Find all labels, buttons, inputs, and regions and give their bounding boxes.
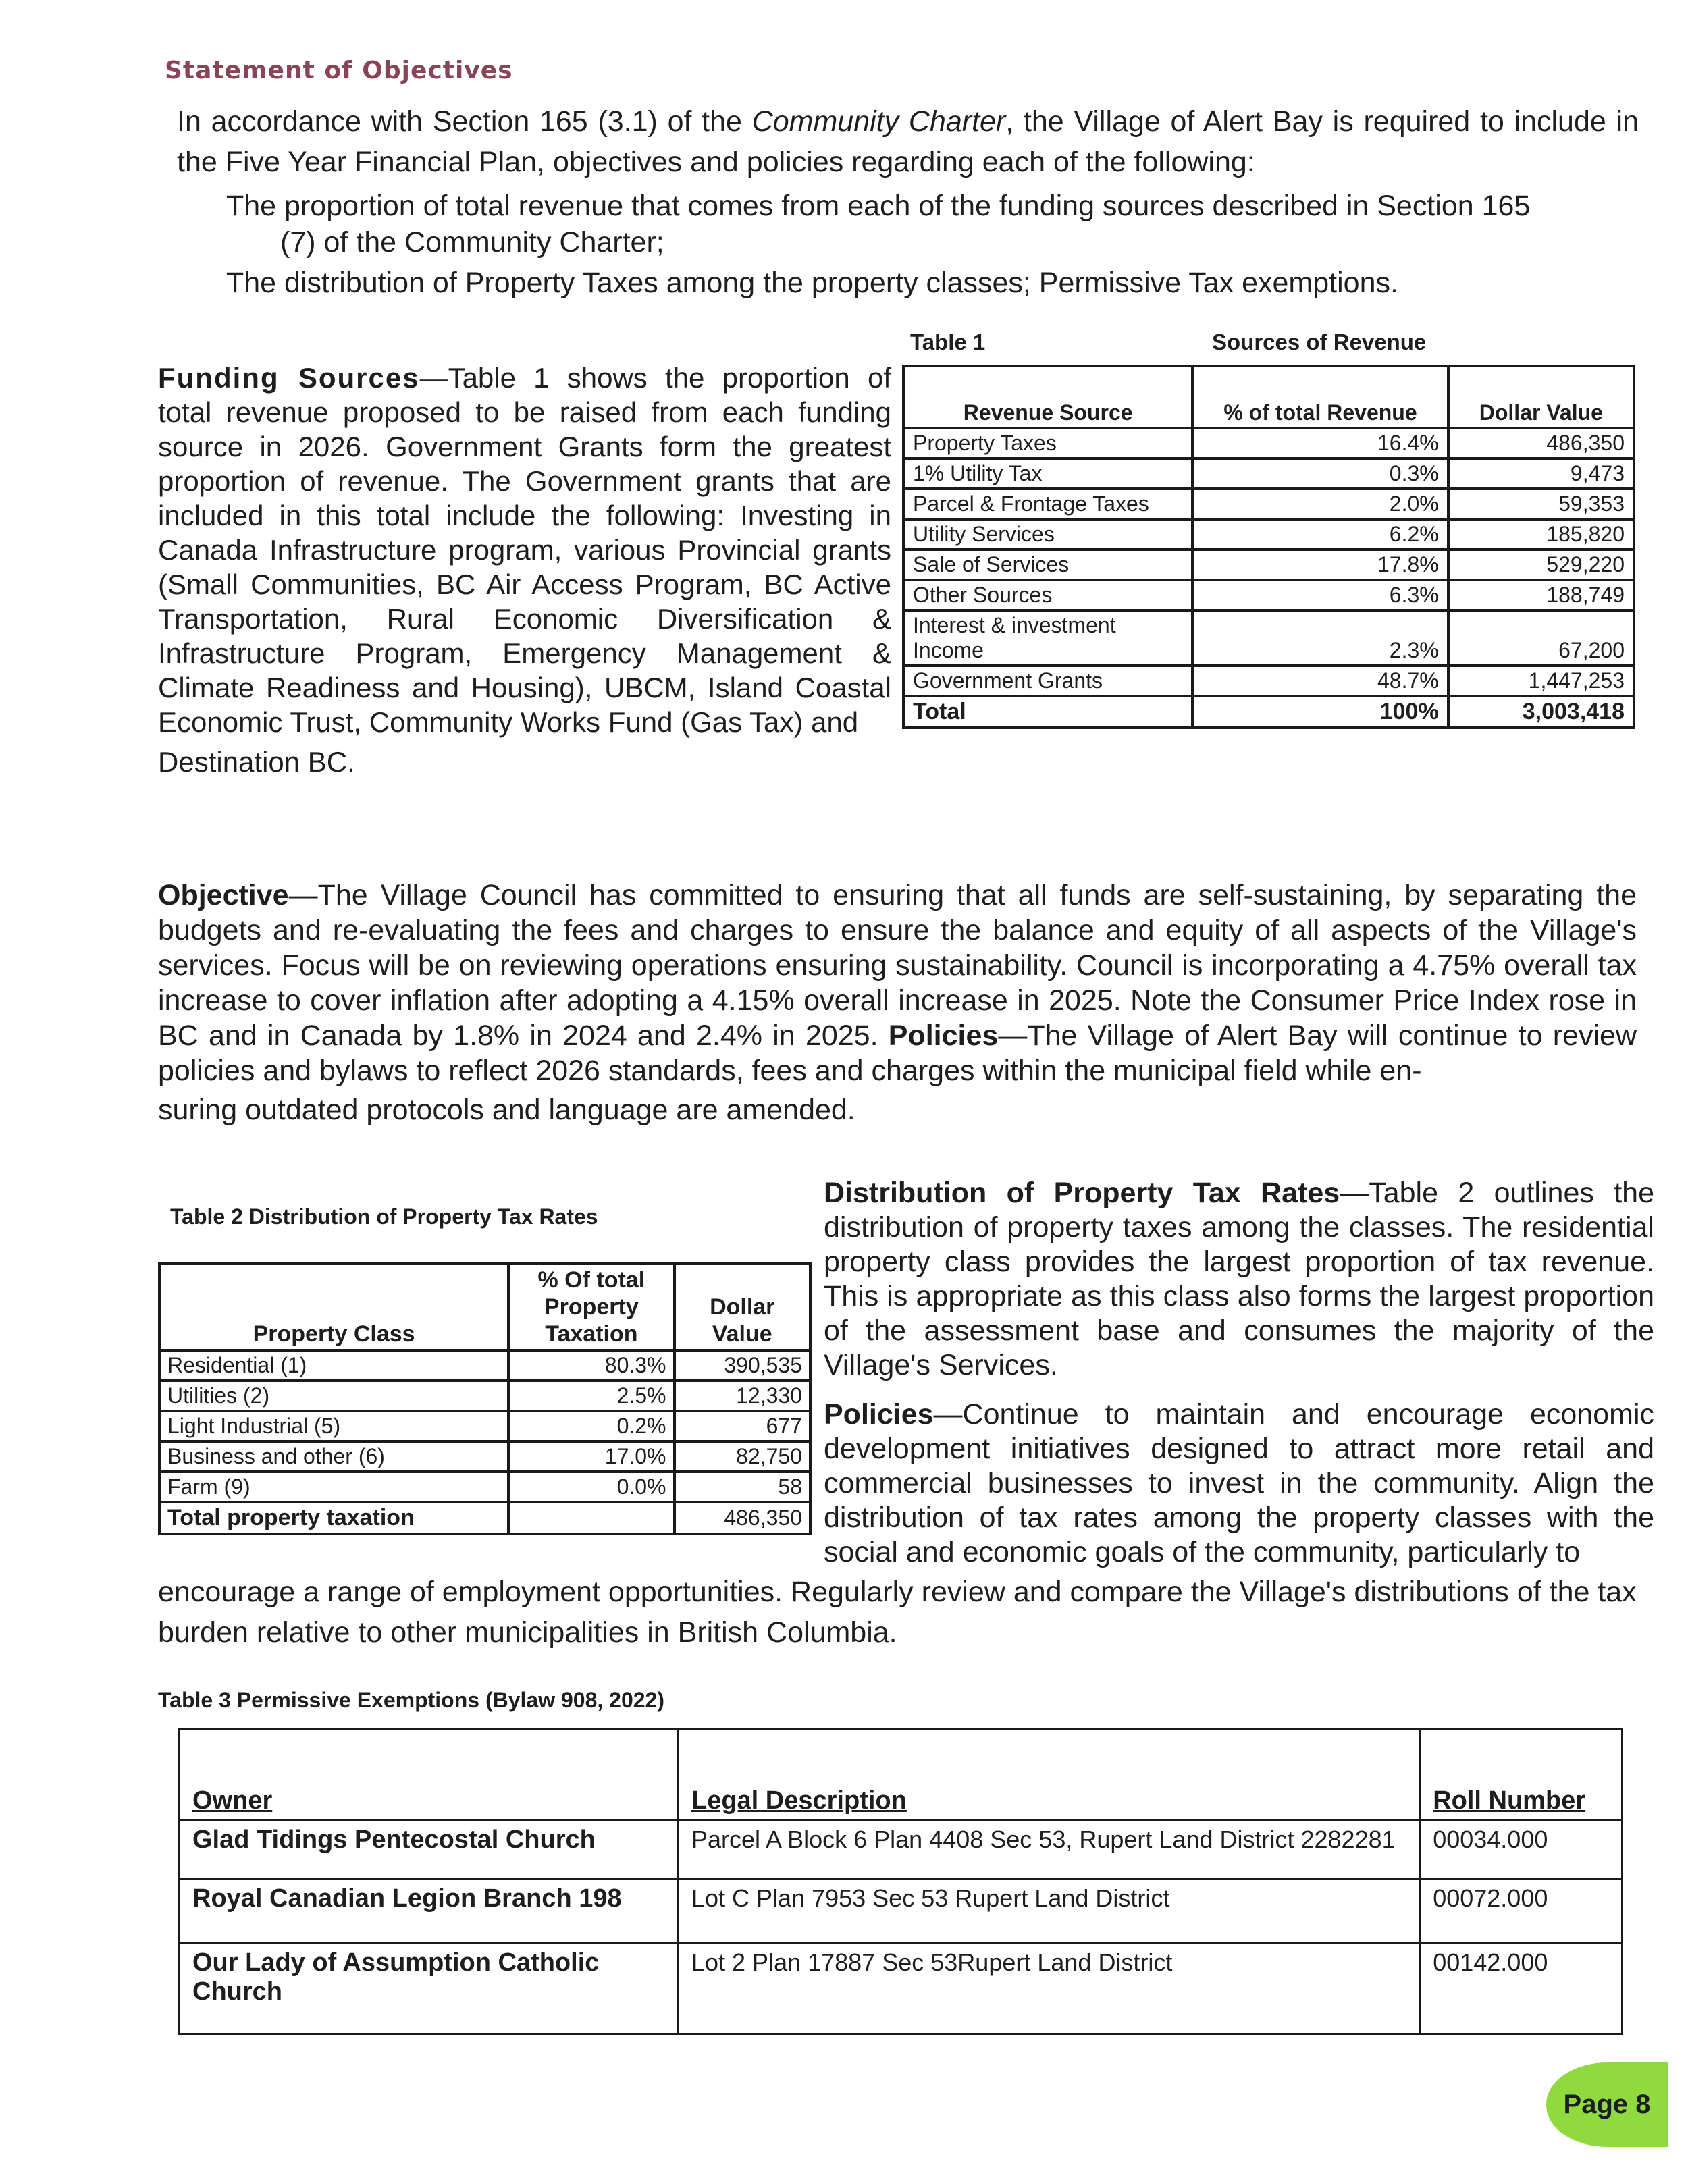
cell-value: 58: [675, 1472, 811, 1502]
objective-item-distribution: The distribution of Property Taxes among the property classes; Permissive Tax exemptions.: [226, 267, 1398, 299]
cell-source: Government Grants: [903, 666, 1192, 696]
cell-roll: 00142.000: [1420, 1944, 1623, 2035]
distribution-heading: Distribution of Property Tax Rates: [824, 1177, 1340, 1209]
distribution-body: —Table 2 outlines the distribution of property taxes among the classes. The residential property class provides the largest proportion of tax revenue. This is appropriate as this class also forms the largest proportion of the assessment base and consumes the majority of the Village's Services.: [824, 1177, 1655, 1381]
cell-value: 185,820: [1448, 519, 1634, 550]
cell-value: 3,003,418: [1448, 696, 1634, 728]
cell-legal: Lot 2 Plan 17887 Sec 53Rupert Land District: [678, 1944, 1419, 2035]
cell-pct: 48.7%: [1192, 666, 1448, 696]
cell-pct: 2.5%: [508, 1381, 674, 1411]
objective-item-line-cont: (7) of the Community Charter;: [280, 226, 664, 259]
funding-heading: Funding Sources: [158, 362, 420, 394]
cell-pct: 6.3%: [1192, 580, 1448, 610]
table-row: [903, 428, 1634, 458]
cell-value: 188,749: [1448, 580, 1634, 610]
cell-pct: [508, 1502, 674, 1534]
table-row: [903, 519, 1634, 550]
cell-value: 486,350: [675, 1502, 811, 1534]
table1-title: Sources of Revenue: [1212, 329, 1427, 354]
table-row: [903, 489, 1634, 519]
cell-class: Utilities (2): [159, 1381, 508, 1411]
cell-source: Sale of Services: [903, 550, 1192, 580]
intro-text-cont: , the Village of Alert Bay is required to include in the Five Year Financial Plan, objectives and policies regarding each of the following:: [177, 105, 1639, 178]
table-row: [159, 1441, 810, 1472]
page-number: Page 8: [1563, 2089, 1651, 2119]
cell-pct: 16.4%: [1192, 428, 1448, 458]
funding-body: —Table 1 shows the proportion of total revenue proposed to be raised from each funding source in 2026. Government Grants form the greatest proportion of revenue. The Government grants that are included in this total include the following: Investing in Canada Infrastructure program, various Provincial grants (Small Communities, BC Air Access Program, BC Active Transportation, Rural Economic Diversification & Infrastructure Program, Emergency Management & Climate Readiness and Housing), UBCM, Island Coastal Economic Trust, Community Works Fund (Gas Tax) and: [158, 362, 891, 738]
objective-last-line: suring outdated protocols and language are amended.: [158, 1094, 855, 1126]
cell-owner: Glad Tidings Pentecostal Church: [180, 1821, 679, 1880]
table3-caption: Table 3 Permissive Exemptions (Bylaw 908, 2022): [158, 1688, 664, 1712]
policies-heading: Policies: [888, 1019, 999, 1052]
cell-value: 9,473: [1448, 458, 1634, 489]
cell-roll: 00072.000: [1420, 1880, 1623, 1944]
col-header-property-class: Property Class: [159, 1264, 508, 1350]
intro-text: In accordance with Section 165 (3.1) of the: [177, 105, 752, 138]
cell-pct: 2.0%: [1192, 489, 1448, 519]
cell-source: Other Sources: [903, 580, 1192, 610]
cell-legal: Lot C Plan 7953 Sec 53 Rupert Land District: [678, 1880, 1419, 1944]
intro-paragraph: [177, 101, 1639, 182]
cell-value: 390,535: [675, 1350, 811, 1381]
objective-item-revenue: [226, 188, 1637, 261]
cell-source: 1% Utility Tax: [903, 458, 1192, 489]
objective-paragraph: [158, 878, 1637, 1127]
cell-class: Residential (1): [159, 1350, 508, 1381]
col-header-pct: % of total Revenue: [1192, 366, 1448, 428]
table-row: [159, 1411, 810, 1441]
cell-pct: 0.3%: [1192, 458, 1448, 489]
table-row: [903, 580, 1634, 610]
community-charter-italic: Community Charter: [751, 105, 1006, 138]
table-row: [903, 458, 1634, 489]
permissive-exemptions-table: [178, 1728, 1623, 2035]
table-row: [903, 666, 1634, 696]
col-header-roll: Roll Number: [1420, 1730, 1623, 1821]
page-number-badge: [1546, 2062, 1668, 2147]
table-header-row: [159, 1264, 810, 1350]
col-header-dollar: Dollar Value: [1448, 366, 1634, 428]
cell-value: 486,350: [1448, 428, 1634, 458]
col-header-owner: Owner: [180, 1730, 679, 1821]
cell-value: 82,750: [675, 1441, 811, 1472]
table-row: [159, 1472, 810, 1502]
cell-class: Business and other (6): [159, 1441, 508, 1472]
table2-caption: Table 2 Distribution of Property Tax Rates: [170, 1204, 598, 1229]
cell-value: 12,330: [675, 1381, 811, 1411]
cell-pct: 17.0%: [508, 1441, 674, 1472]
cell-pct: 80.3%: [508, 1350, 674, 1381]
policies2-heading: Policies: [824, 1398, 934, 1431]
cell-source: Property Taxes: [903, 428, 1192, 458]
cell-class: Light Industrial (5): [159, 1411, 508, 1441]
table-row: [903, 550, 1634, 580]
cell-value: 1,447,253: [1448, 666, 1634, 696]
cell-pct: 100%: [1192, 696, 1448, 728]
cell-pct: 6.2%: [1192, 519, 1448, 550]
cell-source: Interest & investment Income: [903, 610, 1192, 666]
table-row: [180, 1944, 1623, 2035]
section-title: Statement of Objectives: [165, 57, 513, 84]
cell-roll: 00034.000: [1420, 1821, 1623, 1880]
cell-source: Utility Services: [903, 519, 1192, 550]
table-header-row: [180, 1730, 1623, 1821]
table-total-row: [159, 1502, 810, 1534]
cell-pct: 2.3%: [1192, 610, 1448, 666]
objective-item-line: The proportion of total revenue that comes from each of the funding sources described in Section 165: [226, 190, 1531, 222]
policies-body: —The Village of Alert Bay will continue to review policies and bylaws to reflect 2026 standards, fees and charges within the municipal field while en-: [158, 1019, 1637, 1087]
cell-value: 59,353: [1448, 489, 1634, 519]
cell-legal: Parcel A Block 6 Plan 4408 Sec 53, Rupert Land District 2282281: [678, 1821, 1419, 1880]
cell-owner: Royal Canadian Legion Branch 198: [180, 1880, 679, 1944]
revenue-sources-table: [902, 365, 1635, 729]
cell-pct: 0.0%: [508, 1472, 674, 1502]
policies2-body: —Continue to maintain and encourage economic development initiatives designed to attract more retail and commercial businesses to invest in the community. Align the distribution of tax rates among the property classes with the social and economic goals of the community, particularly to: [824, 1398, 1654, 1568]
cell-class: Total property taxation: [159, 1502, 508, 1534]
table-total-row: [903, 696, 1634, 728]
table-row: [159, 1350, 810, 1381]
policies-paragraph: [824, 1397, 1654, 1570]
cell-value: 529,220: [1448, 550, 1634, 580]
cell-source: Parcel & Frontage Taxes: [903, 489, 1192, 519]
table-row: [180, 1821, 1623, 1880]
col-header-pct: % Of total Property Taxation: [508, 1264, 674, 1350]
cell-owner: Our Lady of Assumption Catholic Church: [180, 1944, 679, 2035]
table-row: [159, 1381, 810, 1411]
cell-value: 677: [675, 1411, 811, 1441]
table-row: [180, 1880, 1623, 1944]
cell-source: Total: [903, 696, 1192, 728]
col-header-legal: Legal Description: [678, 1730, 1419, 1821]
cell-pct: 0.2%: [508, 1411, 674, 1441]
property-tax-table: [158, 1262, 812, 1535]
cell-class: Farm (9): [159, 1472, 508, 1502]
funding-last-line: Destination BC.: [158, 746, 355, 778]
distribution-paragraph: [824, 1176, 1654, 1383]
policies-tail: encourage a range of employment opportunities. Regularly review and compare the Village's distributions of the tax burden relative to other municipalities in British Columbia.: [158, 1576, 1637, 1649]
cell-value: 67,200: [1448, 610, 1634, 666]
objective-body: —The Village Council has committed to ensuring that all funds are self-sustaining, by separating the budgets and re-evaluating the fees and charges to ensure the balance and equity of all aspects of the Village's services. Focus will be on reviewing operations ensuring sustainability. Council is incorporating a 4.75% overall tax increase to cover inflation after adopting a 4.15% overall increase in 2025. Note the Consumer Price Index rose in BC and in Canada by 1.8% in 2024 and 2.4% in 2025.: [158, 879, 1637, 1052]
objective-heading: Objective: [158, 879, 289, 911]
table-row: [903, 610, 1634, 666]
table-header-row: [903, 366, 1634, 428]
col-header-dollar: Dollar Value: [675, 1264, 811, 1350]
col-header-revenue-source: Revenue Source: [903, 366, 1192, 428]
table1-label: Table 1: [910, 329, 986, 354]
cell-pct: 17.8%: [1192, 550, 1448, 580]
funding-sources-paragraph: [158, 361, 891, 779]
